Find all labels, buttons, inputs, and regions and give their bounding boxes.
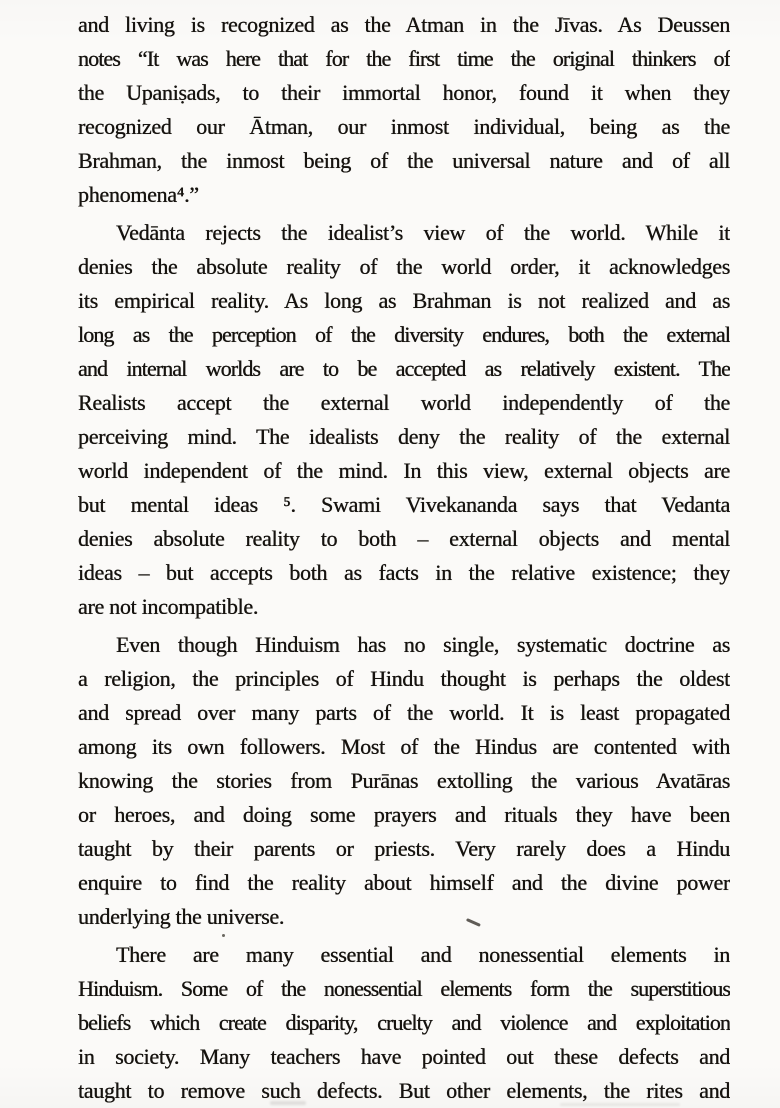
text-line: denies the absolute reality of the world order, it acknowledges: [78, 254, 730, 279]
text-line: Vedānta rejects the idealist’s view of the world. While it: [116, 220, 730, 245]
text-line: There are many essential and nonessential elements in: [116, 942, 730, 967]
text-line: Realists accept the external world independently of the: [78, 390, 730, 415]
text-line: Brahman, the inmost being of the universal nature and of all: [78, 148, 730, 173]
text-line: notes “It was here that for the first time the original thinkers of: [78, 46, 730, 71]
text-line: but mental ideas ⁵. Swami Vivekananda says that Vedanta: [78, 492, 730, 517]
text-line: and living is recognized as the Atman in the Jīvas. As Deussen: [78, 12, 730, 37]
text-line: beliefs which create disparity, cruelty and violence and exploitation: [78, 1010, 730, 1035]
text-line: or heroes, and doing some prayers and rituals they have been: [78, 802, 730, 827]
scan-artifact-smudge-icon: [270, 1101, 306, 1105]
text-line: in society. Many teachers have pointed out these defects and: [78, 1044, 730, 1069]
scan-artifact-dot-icon: [222, 934, 225, 937]
paragraph: [78, 216, 730, 624]
text-line: knowing the stories from Purānas extolling the various Avatāras: [78, 768, 730, 793]
text-line: recognized our Ātman, our inmost individual, being as the: [78, 114, 730, 139]
paragraph: [78, 8, 730, 212]
paragraph: [78, 628, 730, 934]
text-line: are not incompatible.: [78, 594, 259, 619]
text-line: ideas – but accepts both as facts in the relative existence; they: [78, 560, 730, 585]
text-line: underlying the universe.: [78, 904, 285, 929]
text-line: denies absolute reality to both – external objects and mental: [78, 526, 730, 551]
scan-artifact-smudge-icon: [560, 1103, 680, 1106]
text-line: and spread over many parts of the world. It is least propagated: [78, 700, 730, 725]
text-line: enquire to find the reality about himself and the divine power: [78, 870, 730, 895]
text-line: long as the perception of the diversity endures, both the external: [78, 322, 730, 347]
paragraph: [78, 938, 730, 1108]
text-line: taught by their parents or priests. Very rarely does a Hindu: [78, 836, 730, 861]
text-line: perceiving mind. The idealists deny the reality of the external: [78, 424, 730, 449]
text-line: its empirical reality. As long as Brahman is not realized and as: [78, 288, 730, 313]
text-line: Even though Hinduism has no single, systematic doctrine as: [116, 632, 730, 657]
text-line: among its own followers. Most of the Hindus are contented with: [78, 734, 730, 759]
text-line: taught to remove such defects. But other elements, the rites and: [78, 1078, 730, 1103]
text-line: world independent of the mind. In this view, external objects are: [78, 458, 730, 483]
text-line: the Upaniṣads, to their immortal honor, found it when they: [78, 80, 730, 105]
page-text: [78, 8, 730, 1108]
text-line: and internal worlds are to be accepted as relatively existent. The: [78, 356, 730, 381]
text-line: a religion, the principles of Hindu thought is perhaps the oldest: [78, 666, 730, 691]
text-line: Hinduism. Some of the nonessential elements form the superstitious: [78, 976, 730, 1001]
text-line: phenomena⁴.”: [78, 182, 199, 207]
